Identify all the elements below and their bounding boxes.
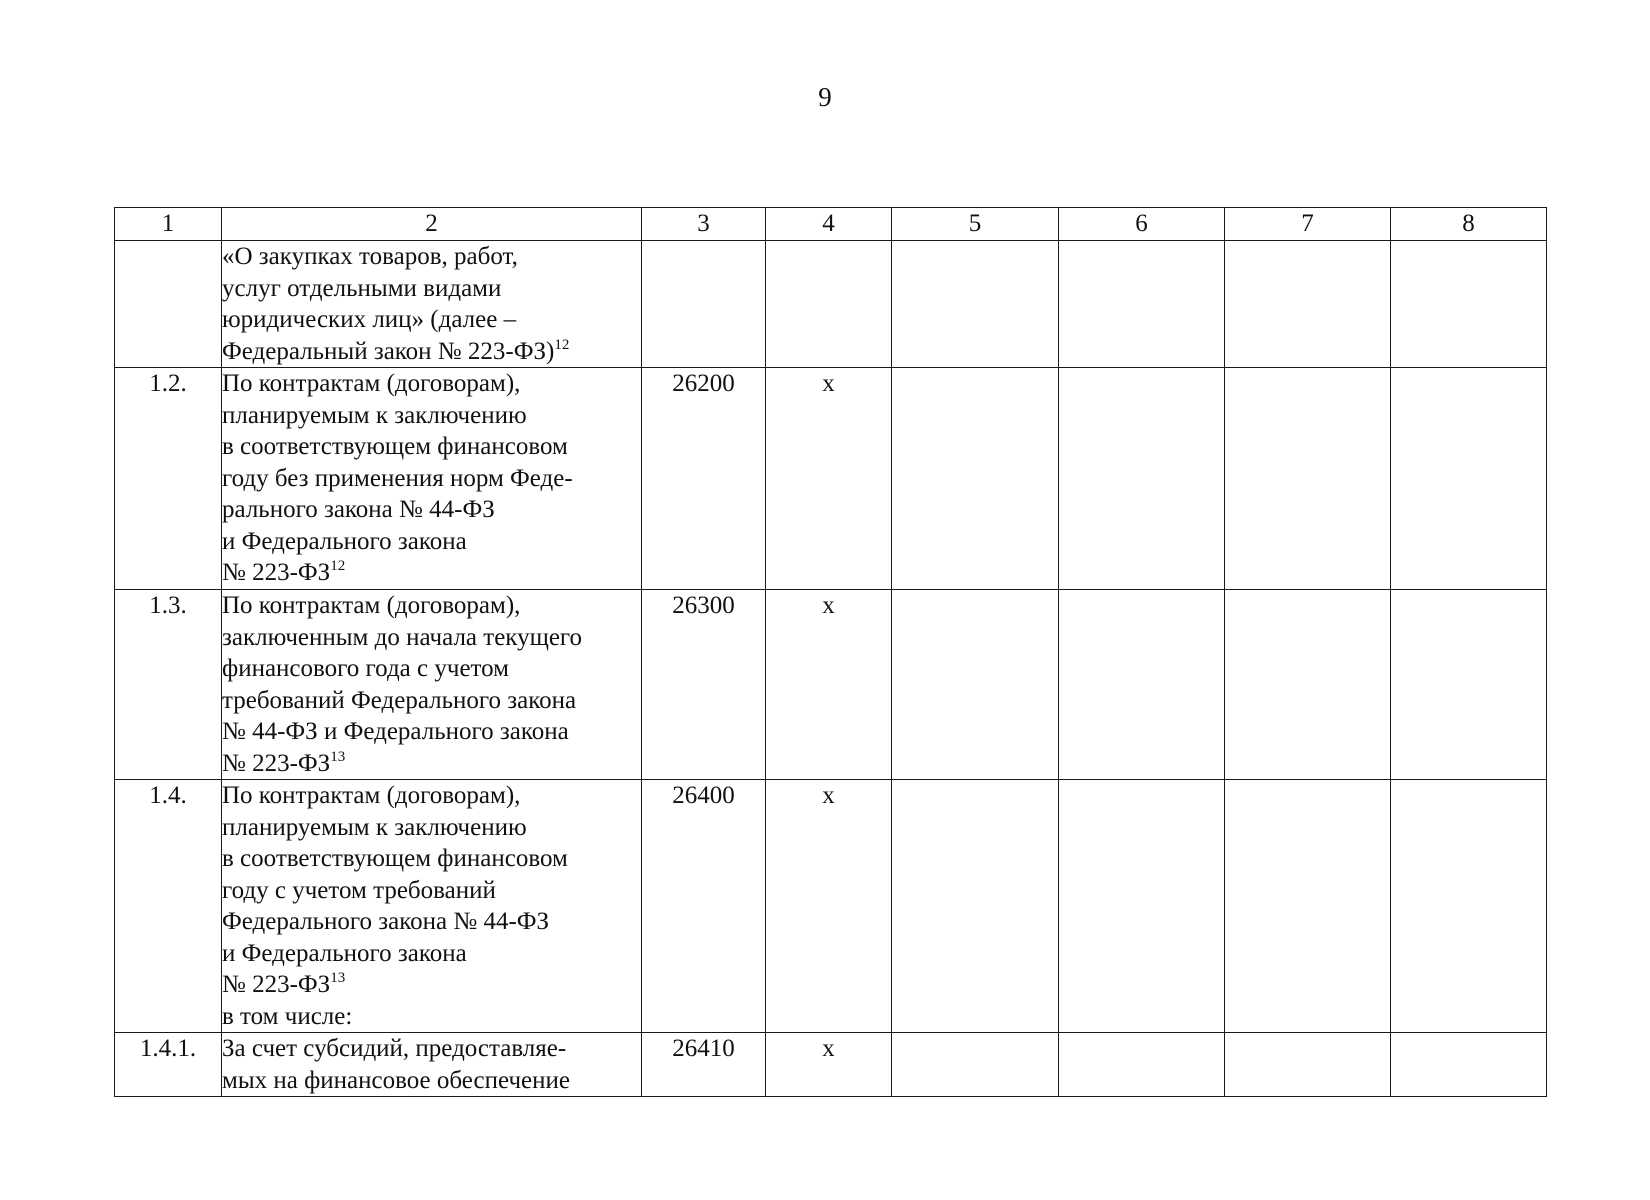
value-cell-col8 [1391,590,1547,780]
footnote-marker: 13 [330,970,346,986]
table-row [115,368,1547,590]
value-cell-col4: x [766,590,892,780]
name-line-text: За счет субсидий, предоставляе- [222,1035,567,1062]
name-line [222,748,641,780]
value-cell-col5 [892,590,1059,780]
name-line [222,463,641,495]
value-cell-col6 [1059,780,1225,1033]
value-cell-col5 [892,780,1059,1033]
value-cell-col4: x [766,1033,892,1097]
name-line-tail: в том числе: [222,1002,353,1030]
name-line [222,304,641,336]
row-name-cell [222,368,642,590]
name-line [222,875,641,907]
name-line [222,812,641,844]
name-line [222,273,641,305]
table-row [115,590,1547,780]
row-number-cell [115,241,222,368]
value-cell-col7 [1225,368,1391,590]
value-cell-col4 [766,241,892,368]
name-line [222,685,641,717]
column-header: 2 [222,208,642,241]
name-line-text: По контрактам (договорам), [222,782,521,809]
table-row [115,1033,1547,1097]
value-cell-col7 [1225,1033,1391,1097]
name-line-text: году без применения норм Феде- [222,464,573,492]
name-line [222,780,641,812]
row-code-cell [642,241,766,368]
name-line-text: и Федерального закона [222,527,467,555]
value-cell-col8 [1391,241,1547,368]
value-cell-col7 [1225,780,1391,1033]
report-table [114,207,1547,1097]
name-line [222,938,641,970]
name-line-text: планируемым к заключению [222,401,527,429]
value-cell-col4: x [766,368,892,590]
name-line [222,843,641,875]
name-line [222,494,641,526]
footnote-marker: 13 [330,748,346,765]
name-line [222,1065,641,1097]
name-line-text: мых на финансовое обеспечение [222,1066,570,1094]
value-cell-col6 [1059,241,1225,368]
name-line [222,969,641,1001]
footnote-marker: 12 [554,336,570,353]
name-line-text: № 223-ФЗ [222,749,331,777]
name-line [222,590,641,622]
name-line [222,400,641,432]
name-line-text: По контрактам (договорам), [222,370,521,397]
row-code-cell: 26400 [642,780,766,1033]
row-name-cell [222,590,642,780]
column-header: 7 [1225,208,1391,241]
row-name-cell [222,1033,642,1097]
value-cell-col5 [892,1033,1059,1097]
value-cell-col8 [1391,780,1547,1033]
name-line [222,557,641,589]
name-line [222,336,641,368]
value-cell-col5 [892,368,1059,590]
name-line-text: «О закупках товаров, работ, [222,243,518,270]
row-number-cell: 1.3. [115,590,222,780]
column-header: 5 [892,208,1059,241]
name-line-text: Федерального закона № 44-ФЗ [222,908,550,935]
name-line-text: услуг отдельными видами [222,274,502,302]
name-line [222,653,641,685]
value-cell-col6 [1059,590,1225,780]
name-line-text: № 223-ФЗ [222,971,331,998]
value-cell-col4: x [766,780,892,1033]
table-row [115,241,1547,368]
row-code-cell: 26410 [642,1033,766,1097]
name-line [222,241,641,273]
column-header: 4 [766,208,892,241]
value-cell-col6 [1059,368,1225,590]
footnote-marker: 12 [330,558,346,574]
value-cell-col6 [1059,1033,1225,1097]
value-cell-col8 [1391,1033,1547,1097]
name-line [222,906,641,938]
name-line-text: № 44-ФЗ и Федерального закона [222,718,569,745]
name-line-text: Федеральный закон № 223-ФЗ) [222,337,555,365]
name-line [222,1033,641,1065]
name-line [222,368,641,400]
column-header: 1 [115,208,222,241]
name-line-text: № 223-ФЗ [222,559,331,586]
table-row [115,780,1547,1033]
name-line-text: заключенным до начала текущего [222,623,583,651]
column-header: 6 [1059,208,1225,241]
column-header: 8 [1391,208,1547,241]
name-line [222,622,641,654]
name-line [222,716,641,748]
row-number-cell: 1.2. [115,368,222,590]
row-code-cell: 26300 [642,590,766,780]
value-cell-col8 [1391,368,1547,590]
name-line-text: финансового года с учетом [222,655,509,682]
name-line-text: требований Федерального закона [222,686,577,714]
row-code-cell: 26200 [642,368,766,590]
column-header: 3 [642,208,766,241]
name-line [222,526,641,558]
page-number: 9 [818,82,832,112]
name-line-text: рального закона № 44-ФЗ [222,496,495,523]
name-line-text: По контрактам (договорам), [222,592,521,619]
name-line [222,431,641,463]
row-name-cell [222,241,642,368]
value-cell-col7 [1225,241,1391,368]
name-line-text: в соответствующем финансовом [222,433,568,460]
name-line-text: и Федерального закона [222,939,467,967]
name-line-text: юридических лиц» (далее – [222,306,517,333]
row-name-cell [222,780,642,1033]
value-cell-col7 [1225,590,1391,780]
row-number-cell: 1.4.1. [115,1033,222,1097]
name-line-text: году с учетом требований [222,876,496,904]
name-line-text: в соответствующем финансовом [222,845,568,872]
header-row [115,208,1547,241]
name-line-text: планируемым к заключению [222,813,527,841]
value-cell-col5 [892,241,1059,368]
row-number-cell: 1.4. [115,780,222,1033]
